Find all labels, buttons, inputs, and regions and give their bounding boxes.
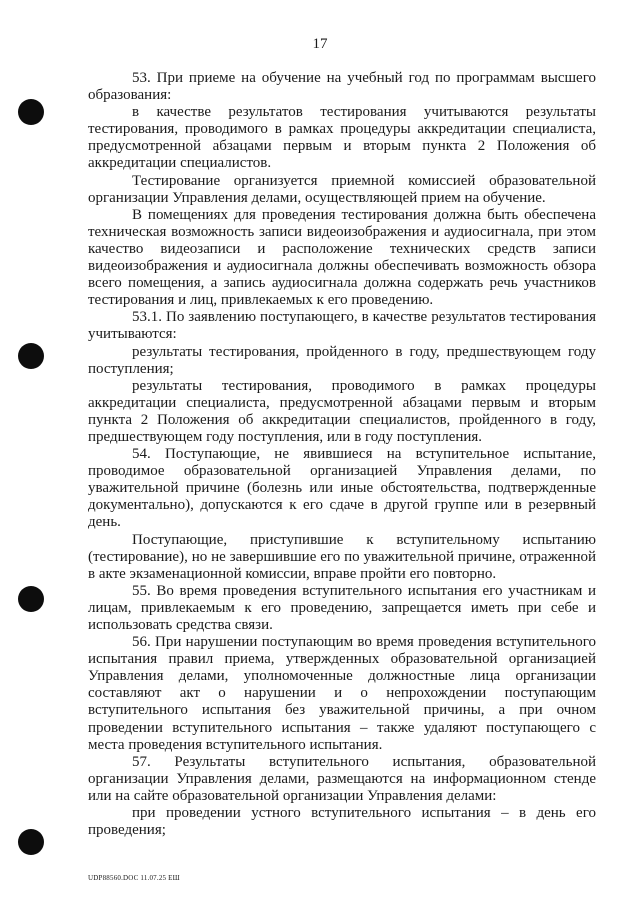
binder-hole-1: [18, 99, 44, 125]
binder-hole-2: [18, 343, 44, 369]
paragraph: в качестве результатов тестирования учитываются результаты тестирования, проводимого в рамках процедуры аккредитации специалиста, предусмотренной абзацами первым и вторым пункта 2 Положения об аккредитации специалистов.: [88, 104, 596, 172]
paragraph: 57. Результаты вступительного испытания, образовательной организации Управления делами, размещаются на информационном стенде или на сайте образовательной организации Управления делами:: [88, 753, 596, 804]
paragraph: В помещениях для проведения тестирования должна быть обеспечена техническая возможность записи видеоизображения и аудиосигнала, при этом качество видеозаписи и расположение технических средств записи видеоизображения и аудиосигнала должны обеспечивать возможность обзора всего помещения, а запись аудиосигнала должна содержать речь участников тестирования и лиц, привлекаемых к его проведению.: [88, 206, 596, 309]
paragraph: 56. При нарушении поступающим во время проведения вступительного испытания правил приема, утвержденных образовательной организацией Управления делами, уполномоченные должностные лица организации составляют акт о нарушении и о непрохождении поступающим вступительного испытания без уважительной причины, а при очном проведении вступительного испытания – также удаляют поступающего с места проведения вступительного испытания.: [88, 634, 596, 753]
binder-hole-4: [18, 829, 44, 855]
paragraph: 55. Во время проведения вступительного испытания его участникам и лицам, привлекаемым к его проведению, запрещается иметь при себе и использовать средства связи.: [88, 582, 596, 633]
binder-hole-3: [18, 586, 44, 612]
document-footer: UDP88560.DOC 11.07.25 ЕШ: [88, 874, 180, 882]
paragraph: Поступающие, приступившие к вступительному испытанию (тестирование), но не завершившие его по уважительной причине, отраженной в акте экзаменационной комиссии, вправе пройти его повторно.: [88, 531, 596, 582]
paragraph: при проведении устного вступительного испытания – в день его проведения;: [88, 805, 596, 839]
page-number: 17: [312, 36, 328, 52]
paragraph: 53.1. По заявлению поступающего, в качестве результатов тестирования учитываются:: [88, 309, 596, 343]
paragraph: 53. При приеме на обучение на учебный год по программам высшего образования:: [88, 70, 596, 104]
paragraph: результаты тестирования, проводимого в рамках процедуры аккредитации специалиста, предусмотренной абзацами первым и вторым пункта 2 Положения об аккредитации специалистов, пройденного в году, предшествующем году поступления, или в году поступления.: [88, 377, 596, 445]
paragraph: 54. Поступающие, не явившиеся на вступительное испытание, проводимое образовательной организацией Управления делами, по уважительной причине (болезнь или иные обстоятельства, подтвержденные документально), допускаются к его сдаче в другой группе или в резервный день.: [88, 446, 596, 531]
document-body: [88, 70, 596, 839]
paragraph: Тестирование организуется приемной комиссией образовательной организации Управления делами, осуществляющей прием на обучение.: [88, 172, 596, 206]
paragraph: результаты тестирования, пройденного в году, предшествующем году поступления;: [88, 343, 596, 377]
